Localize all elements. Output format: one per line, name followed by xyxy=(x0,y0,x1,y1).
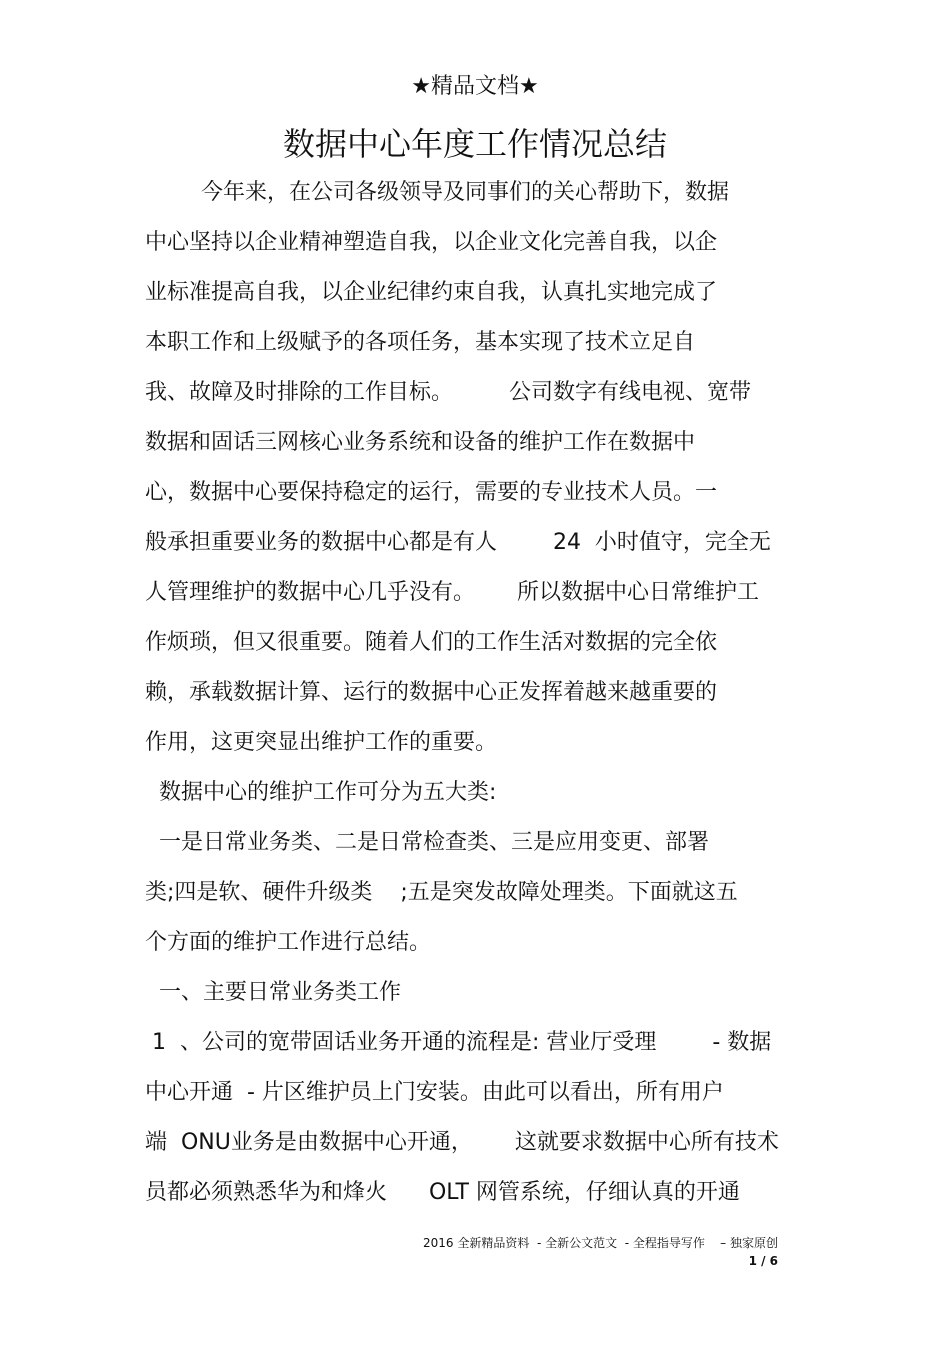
text-line: 中心坚持以企业精神塑造自我，以企业文化完善自我，以企 xyxy=(145,230,718,255)
text-line: 我、故障及时排除的工作目标。 公司数字有线电视、宽带 xyxy=(145,380,751,405)
section-heading: 一、主要日常业务类工作 xyxy=(145,980,401,1005)
document-body xyxy=(145,168,815,1218)
text-line: 本职工作和上级赋予的各项任务，基本实现了技术立足自 xyxy=(145,330,696,355)
text-line: 端 ONU业务是由数据中心开通， 这就要求数据中心所有技术 xyxy=(145,1130,779,1155)
text-line: 员都必须熟悉华为和烽火 OLT 网管系统，仔细认真的开通 xyxy=(145,1180,740,1205)
text-line: 数据和固话三网核心业务系统和设备的维护工作在数据中 xyxy=(145,430,696,455)
text-line: 中心开通 - 片区维护员上门安装。由此可以看出，所有用户 xyxy=(145,1080,724,1105)
page-footer: 2016 全新精品资料 - 全新公文范文 - 全程指导写作 – 独家原创 xyxy=(423,1236,778,1250)
text-line: 业标准提高自我，以企业纪律约束自我，认真扎实地完成了 xyxy=(145,280,718,305)
text-line: 赖，承载数据计算、运行的数据中心正发挥着越来越重要的 xyxy=(145,680,718,705)
document-title: 数据中心年度工作情况总结 xyxy=(282,125,667,163)
page-header: ★精品文档★ xyxy=(411,74,539,99)
text-line: 数据中心的维护工作可分为五大类: xyxy=(145,780,497,805)
text-line: 类;四是软、硬件升级类 ;五是突发故障处理类。下面就这五 xyxy=(145,880,738,905)
text-line: 心，数据中心要保持稳定的运行，需要的专业技术人员。一 xyxy=(145,480,718,505)
text-line: 作烦琐，但又很重要。随着人们的工作生活对数据的完全依 xyxy=(145,630,718,655)
text-line: 今年来，在公司各级领导及同事们的关心帮助下，数据 xyxy=(145,180,729,205)
text-line: 个方面的维护工作进行总结。 xyxy=(145,930,432,955)
text-line: 人管理维护的数据中心几乎没有。 所以数据中心日常维护工 xyxy=(145,580,759,605)
text-line: 1 、公司的宽带固话业务开通的流程是: 营业厅受理 - 数据 xyxy=(145,1030,772,1055)
text-line: 作用，这更突显出维护工作的重要。 xyxy=(145,730,498,755)
text-line: 一是日常业务类、二是日常检查类、三是应用变更、部署 xyxy=(145,830,709,855)
page-number: 1 / 6 xyxy=(748,1254,778,1268)
text-line: 般承担重要业务的数据中心都是有人 24 小时值守，完全无 xyxy=(145,530,771,555)
